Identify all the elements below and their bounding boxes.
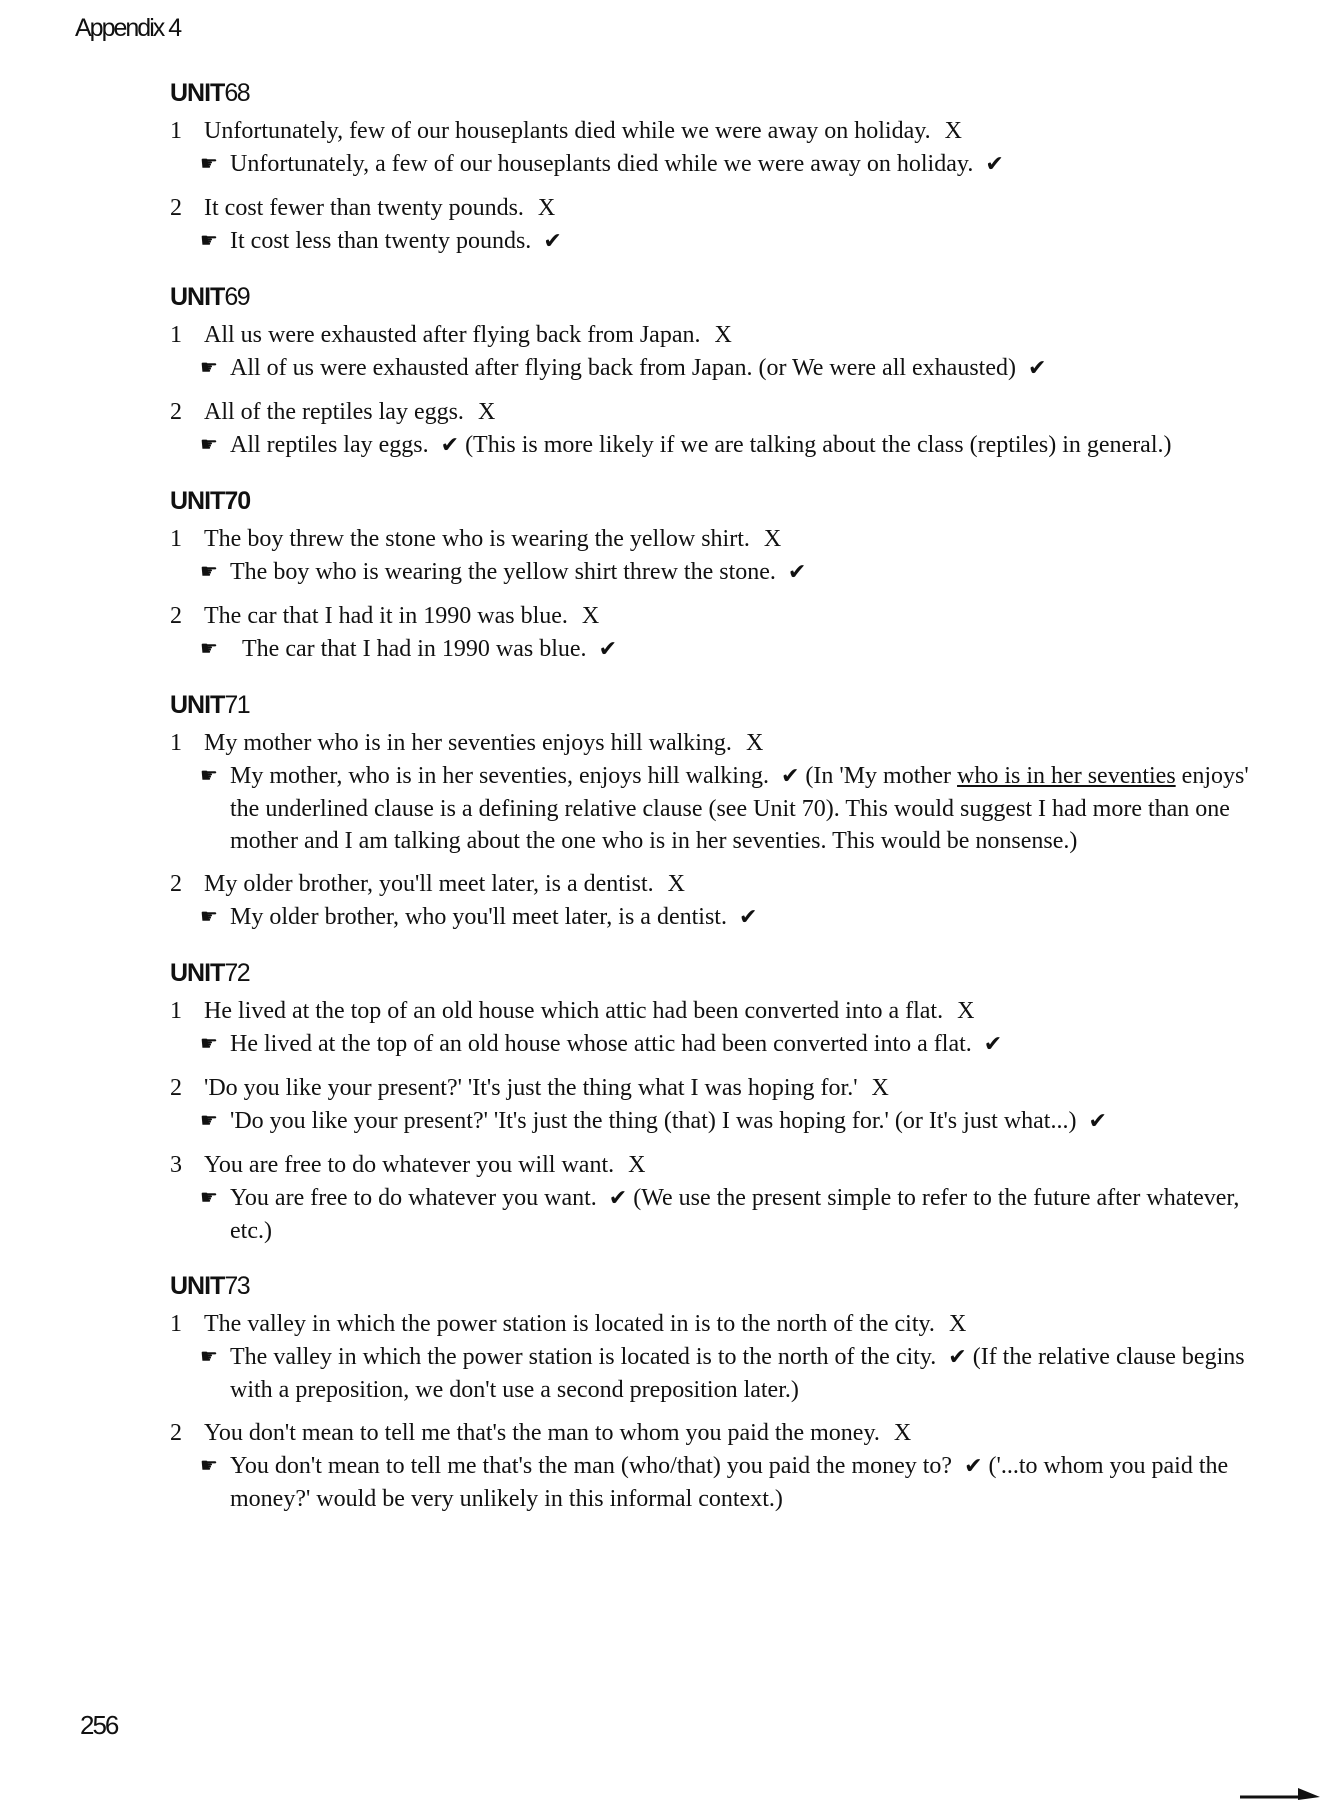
incorrect-sentence xyxy=(168,318,1258,352)
correct-text: The valley in which the power station is located is to the north of the city. xyxy=(230,1344,937,1370)
unit-heading xyxy=(170,958,1258,988)
correct-sentence xyxy=(168,429,1258,462)
correct-sentence xyxy=(168,1341,1258,1406)
unit-word: UNIT xyxy=(170,79,225,107)
wrong-mark: X xyxy=(893,1420,912,1446)
correct-text: You are free to do whatever you want. xyxy=(230,1185,597,1211)
unit-70 xyxy=(168,486,1258,666)
unit-73 xyxy=(168,1271,1258,1515)
explanation-note: (This is more likely if we are talking about the class (reptiles) in general.) xyxy=(465,432,1172,458)
unit-number: 71 xyxy=(224,691,250,719)
list-item xyxy=(168,599,1258,666)
incorrect-text: My mother who is in her seventies enjoys hill walking. xyxy=(204,730,732,756)
unit-number: 73 xyxy=(224,1272,250,1300)
unit-word: UNIT xyxy=(170,283,225,311)
wrong-mark: X xyxy=(581,603,600,629)
item-number: 2 xyxy=(170,871,182,897)
incorrect-sentence xyxy=(168,1416,1258,1450)
pointing-hand-icon: ☛ xyxy=(200,230,218,252)
pointing-hand-icon: ☛ xyxy=(200,1033,218,1055)
incorrect-sentence xyxy=(168,867,1258,901)
incorrect-text: My older brother, you'll meet later, is a dentist. xyxy=(204,871,654,897)
page-number: 256 xyxy=(80,1710,118,1740)
check-mark-icon: ✔ xyxy=(440,433,460,458)
correct-text: The boy who is wearing the yellow shirt threw the stone. xyxy=(230,559,776,585)
correct-sentence xyxy=(168,352,1258,385)
item-number: 1 xyxy=(170,998,182,1024)
incorrect-text: Unfortunately, few of our houseplants died while we were away on holiday. xyxy=(204,118,931,144)
correct-text: All reptiles lay eggs. xyxy=(230,432,429,458)
pointing-hand-icon: ☛ xyxy=(200,1455,218,1477)
unit-69 xyxy=(168,282,1258,462)
incorrect-text: It cost fewer than twenty pounds. xyxy=(204,195,524,221)
explanation-note: ('...to whom you paid the money?' would be very unlikely in this informal context.) xyxy=(230,1453,1229,1512)
item-number: 3 xyxy=(170,1152,182,1178)
wrong-mark: X xyxy=(871,1075,889,1101)
explanation-note: (If the relative clause begins with a preposition, we don't use a second preposition later.) xyxy=(230,1344,1245,1403)
item-number: 1 xyxy=(170,322,182,348)
item-number: 1 xyxy=(170,118,182,144)
incorrect-sentence xyxy=(168,395,1258,429)
correct-sentence xyxy=(168,901,1258,934)
list-item xyxy=(168,522,1258,589)
check-mark-icon: ✔ xyxy=(780,764,800,789)
list-item xyxy=(168,867,1258,934)
wrong-mark: X xyxy=(667,871,685,897)
check-mark-icon: ✔ xyxy=(948,1345,967,1370)
pointing-hand-icon: ☛ xyxy=(200,1346,218,1368)
wrong-mark: X xyxy=(763,526,782,552)
unit-word: UNIT xyxy=(170,691,225,719)
incorrect-sentence xyxy=(168,1148,1258,1182)
wrong-mark: X xyxy=(537,195,556,221)
unit-word: UNIT xyxy=(170,959,225,987)
incorrect-sentence xyxy=(168,191,1258,225)
pointing-hand-icon: ☛ xyxy=(200,153,218,175)
list-item xyxy=(168,395,1258,462)
pointing-hand-icon: ☛ xyxy=(200,434,218,456)
incorrect-text: The boy threw the stone who is wearing the yellow shirt. xyxy=(204,526,750,552)
correct-text: 'Do you like your present?' 'It's just the thing (that) I was hoping for.' (or It's just what...) xyxy=(230,1108,1077,1134)
correct-sentence xyxy=(168,556,1258,589)
check-mark-icon: ✔ xyxy=(983,1032,1003,1057)
list-item xyxy=(168,1307,1258,1406)
incorrect-sentence xyxy=(168,726,1258,760)
check-mark-icon: ✔ xyxy=(598,637,617,662)
running-head: Appendix 4 xyxy=(75,14,181,42)
wrong-mark: X xyxy=(714,322,732,348)
list-item xyxy=(168,114,1258,181)
correct-sentence xyxy=(168,225,1258,258)
correct-text: My mother, who is in her seventies, enjoys hill walking. xyxy=(230,763,769,789)
continue-arrow-icon xyxy=(1240,1786,1320,1800)
correct-sentence xyxy=(168,1105,1258,1138)
incorrect-text: You don't mean to tell me that's the man to whom you paid the money. xyxy=(204,1420,880,1446)
incorrect-sentence xyxy=(168,114,1258,148)
wrong-mark: X xyxy=(628,1152,646,1178)
unit-heading xyxy=(170,282,1258,312)
list-item xyxy=(168,1148,1258,1247)
item-number: 1 xyxy=(170,526,182,552)
incorrect-text: He lived at the top of an old house which attic had been converted into a flat. xyxy=(204,998,944,1024)
incorrect-text: You are free to do whatever you will want. xyxy=(204,1152,615,1178)
explanation-note: (We use the present simple to refer to the future after whatever, etc.) xyxy=(230,1185,1240,1244)
correct-text: He lived at the top of an old house whose attic had been converted into a flat. xyxy=(230,1031,972,1057)
list-item xyxy=(168,191,1258,258)
pointing-hand-icon: ☛ xyxy=(200,765,218,787)
item-number: 1 xyxy=(170,730,182,756)
list-item xyxy=(168,1416,1258,1515)
unit-heading xyxy=(170,690,1258,720)
check-mark-icon: ✔ xyxy=(543,229,562,254)
correct-sentence xyxy=(168,1450,1258,1515)
incorrect-text: 'Do you like your present?' 'It's just the thing what I was hoping for.' xyxy=(204,1075,858,1101)
correct-sentence xyxy=(168,148,1258,181)
pointing-hand-icon: ☛ xyxy=(200,638,218,660)
incorrect-text: The valley in which the power station is located in is to the north of the city. xyxy=(204,1311,935,1337)
explanation-note: (In 'My mother xyxy=(805,763,958,789)
correct-text: Unfortunately, a few of our houseplants died while we were away on holiday. xyxy=(230,151,974,177)
correct-sentence xyxy=(168,1182,1258,1247)
answer-key xyxy=(168,78,1258,1539)
correct-sentence xyxy=(168,633,1258,666)
incorrect-sentence xyxy=(168,1307,1258,1341)
pointing-hand-icon: ☛ xyxy=(200,906,218,928)
incorrect-sentence xyxy=(168,1071,1258,1105)
wrong-mark: X xyxy=(957,998,975,1024)
pointing-hand-icon: ☛ xyxy=(200,1110,218,1132)
correct-text: You don't mean to tell me that's the man (who/that) you paid the money to? xyxy=(230,1453,953,1479)
pointing-hand-icon: ☛ xyxy=(200,561,218,583)
unit-number: 68 xyxy=(224,79,250,107)
item-number: 2 xyxy=(170,1075,182,1101)
incorrect-sentence xyxy=(168,522,1258,556)
correct-text: It cost less than twenty pounds. xyxy=(230,228,532,254)
wrong-mark: X xyxy=(944,118,963,144)
check-mark-icon: ✔ xyxy=(1028,356,1047,381)
unit-number: 69 xyxy=(224,283,250,311)
check-mark-icon: ✔ xyxy=(738,905,758,930)
incorrect-text: All us were exhausted after flying back from Japan. xyxy=(204,322,701,348)
unit-heading xyxy=(170,486,1258,516)
check-mark-icon: ✔ xyxy=(1088,1109,1107,1134)
correct-sentence xyxy=(168,1028,1258,1061)
unit-heading xyxy=(170,78,1258,108)
pointing-hand-icon: ☛ xyxy=(200,1187,218,1209)
list-item xyxy=(168,994,1258,1061)
incorrect-sentence xyxy=(168,599,1258,633)
check-mark-icon: ✔ xyxy=(787,560,807,585)
correct-sentence xyxy=(168,760,1258,857)
incorrect-sentence xyxy=(168,994,1258,1028)
unit-number: 70 xyxy=(224,487,251,515)
item-number: 2 xyxy=(170,195,182,221)
list-item xyxy=(168,726,1258,857)
wrong-mark: X xyxy=(948,1311,967,1337)
list-item xyxy=(168,318,1258,385)
unit-72 xyxy=(168,958,1258,1247)
underlined-clause: who is in her seventies xyxy=(957,763,1176,789)
item-number: 2 xyxy=(170,1420,182,1446)
check-mark-icon: ✔ xyxy=(608,1186,628,1211)
unit-number: 72 xyxy=(224,959,250,987)
item-number: 2 xyxy=(170,399,182,425)
incorrect-text: The car that I had it in 1990 was blue. xyxy=(204,603,568,629)
wrong-mark: X xyxy=(745,730,764,756)
item-number: 2 xyxy=(170,603,182,629)
correct-text: All of us were exhausted after flying back from Japan. (or We were all exhausted) xyxy=(230,355,1016,381)
incorrect-text: All of the reptiles lay eggs. xyxy=(204,399,464,425)
wrong-mark: X xyxy=(477,399,496,425)
unit-word: UNIT xyxy=(170,1272,225,1300)
unit-68 xyxy=(168,78,1258,258)
unit-71 xyxy=(168,690,1258,934)
list-item xyxy=(168,1071,1258,1138)
unit-heading xyxy=(170,1271,1258,1301)
check-mark-icon: ✔ xyxy=(985,152,1004,177)
explanation-note-continued: enjoys' the underlined clause is a defining relative clause (see Unit 70). This would suggest I had more than one mother and I am talking about the one who is in her seventies. This would be nonsense.) xyxy=(230,763,1249,854)
unit-word: UNIT xyxy=(170,487,225,515)
pointing-hand-icon: ☛ xyxy=(200,357,218,379)
correct-text: The car that I had in 1990 was blue. xyxy=(242,636,587,662)
check-mark-icon: ✔ xyxy=(964,1454,983,1479)
item-number: 1 xyxy=(170,1311,182,1337)
correct-text: My older brother, who you'll meet later, is a dentist. xyxy=(230,904,727,930)
